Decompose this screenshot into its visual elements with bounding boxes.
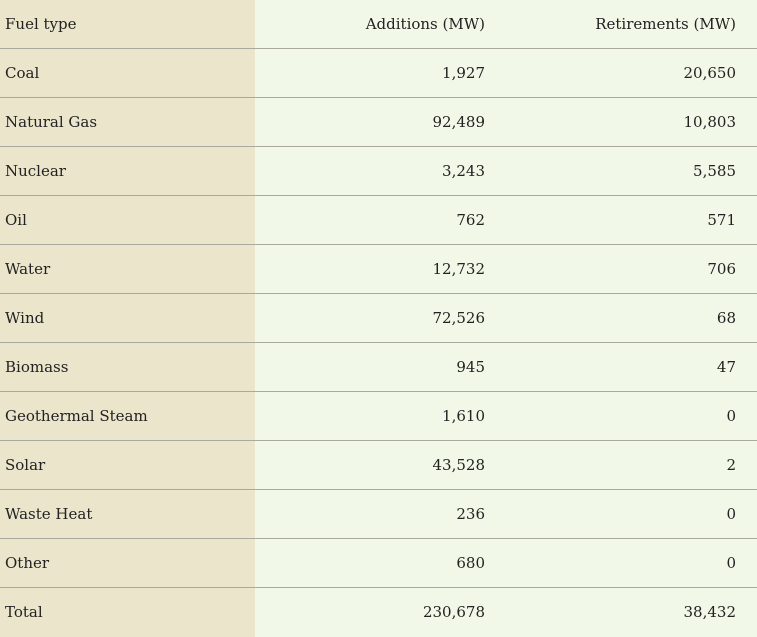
table-row [0, 147, 757, 196]
additions-cell: 680 [255, 539, 500, 588]
retirements-cell: 20,650 [500, 49, 757, 98]
fuel-type-cell: Coal [0, 49, 255, 98]
total-additions-cell: 230,678 [422, 603, 485, 621]
fuel-type-cell: Wind [0, 294, 255, 343]
fuel-type-cell: Biomass [0, 343, 255, 392]
header-additions: Additions (MW) [255, 0, 500, 49]
retirements-cell: 571 [500, 196, 757, 245]
fuel-type-cell: Water [0, 245, 255, 294]
additions-cell: 92,489 [255, 98, 500, 147]
retirements-cell: 0 [500, 539, 757, 588]
retirements-cell: 0 [500, 490, 757, 539]
total-label-cell: Total [5, 603, 43, 621]
fuel-type-cell: Geothermal Steam [0, 392, 255, 441]
fuel-type-cell: Solar [0, 441, 255, 490]
table-row [0, 392, 757, 441]
retirements-cell: 2 [500, 441, 757, 490]
additions-cell: 945 [255, 343, 500, 392]
fuel-type-cell: Other [0, 539, 255, 588]
table-row [0, 441, 757, 490]
fuel-type-cell: Nuclear [0, 147, 255, 196]
fuel-type-cell: Waste Heat [0, 490, 255, 539]
table-row [0, 343, 757, 392]
additions-cell: 762 [255, 196, 500, 245]
total-retirements-cell: 38,432 [683, 603, 736, 621]
retirements-cell: 0 [500, 392, 757, 441]
table-row [0, 294, 757, 343]
retirements-cell: 5,585 [500, 147, 757, 196]
table-row [0, 245, 757, 294]
retirements-cell: 47 [500, 343, 757, 392]
header-retirements: Retirements (MW) [500, 0, 757, 49]
additions-cell: 1,927 [255, 49, 500, 98]
fuel-type-cell: Oil [0, 196, 255, 245]
fuel-type-cell: Natural Gas [0, 98, 255, 147]
additions-cell: 43,528 [255, 441, 500, 490]
table-row [0, 490, 757, 539]
additions-cell: 1,610 [255, 392, 500, 441]
additions-cell: 3,243 [255, 147, 500, 196]
additions-cell: 12,732 [255, 245, 500, 294]
retirements-cell: 68 [500, 294, 757, 343]
table-header-row [0, 0, 757, 49]
table-row [0, 98, 757, 147]
retirements-cell: 10,803 [500, 98, 757, 147]
table-row [0, 196, 757, 245]
table-row [0, 539, 757, 588]
additions-cell: 72,526 [255, 294, 500, 343]
header-fuel-type: Fuel type [0, 0, 255, 49]
total-row [0, 588, 757, 637]
retirements-cell: 706 [500, 245, 757, 294]
table-row [0, 49, 757, 98]
additions-cell: 236 [255, 490, 500, 539]
